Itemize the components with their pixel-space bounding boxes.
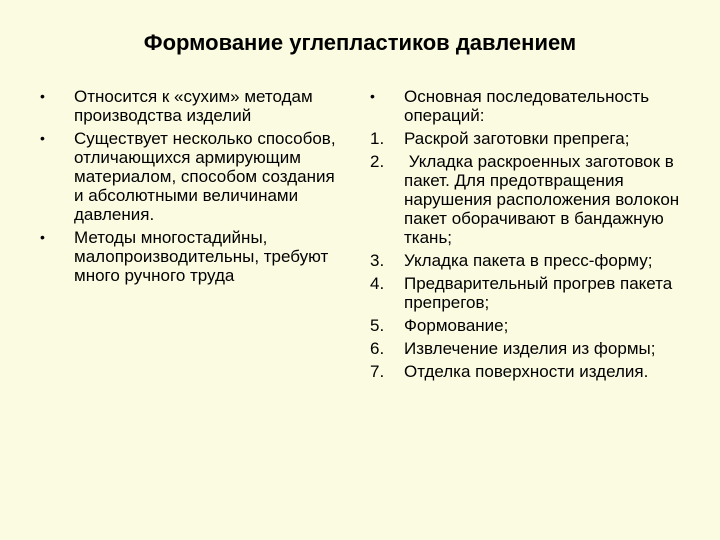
bullet-marker: • <box>40 229 45 245</box>
step-text: Извлечение изделия из формы; <box>404 339 656 358</box>
step-number: 5. <box>370 316 385 335</box>
step-text: Укладка пакета в пресс-форму; <box>404 251 653 270</box>
left-bullet-1 <box>38 87 348 125</box>
step-item-4 <box>368 274 688 312</box>
bullet-marker: • <box>370 88 375 104</box>
step-number: 3. <box>370 251 385 270</box>
step-text: Формование; <box>404 316 509 335</box>
step-item-5 <box>368 316 688 335</box>
step-text: Раскрой заготовки препрега; <box>404 129 630 148</box>
step-item-2 <box>368 152 688 247</box>
step-text: Укладка раскроенных заготовок в пакет. Для предотвращения нарушения расположения волокон пакет оборачивают в бандажную ткань; <box>404 152 684 247</box>
right-intro-bullet <box>368 87 688 125</box>
bullet-text: Существует несколько способов, отличающихся армирующим материалом, способом создания и абсолютными величинами давления. <box>74 129 336 224</box>
left-bullet-3 <box>38 228 348 285</box>
bullet-marker: • <box>40 130 45 146</box>
step-number: 7. <box>370 362 385 381</box>
step-item-3 <box>368 251 688 270</box>
bullet-text: Основная последовательность операций: <box>404 87 650 125</box>
step-number: 4. <box>370 274 385 293</box>
bullet-text: Методы многостадийны, малопроизводительны, требуют много ручного труда <box>74 228 329 285</box>
slide-title: Формование углепластиков давлением <box>143 30 577 55</box>
bullet-marker: • <box>40 88 45 104</box>
step-text: Предварительный прогрев пакета препрегов; <box>404 274 673 312</box>
left-bullet-2 <box>38 129 348 224</box>
right-column <box>368 87 688 385</box>
step-item-6 <box>368 339 688 358</box>
step-number: 2. <box>370 152 385 171</box>
step-text: Отделка поверхности изделия. <box>404 362 649 381</box>
left-column <box>38 87 348 289</box>
step-number: 6. <box>370 339 385 358</box>
bullet-text: Относится к «сухим» методам производства изделий <box>74 87 313 125</box>
step-number: 1. <box>370 129 385 148</box>
step-item-1 <box>368 129 688 148</box>
step-item-7 <box>368 362 688 381</box>
